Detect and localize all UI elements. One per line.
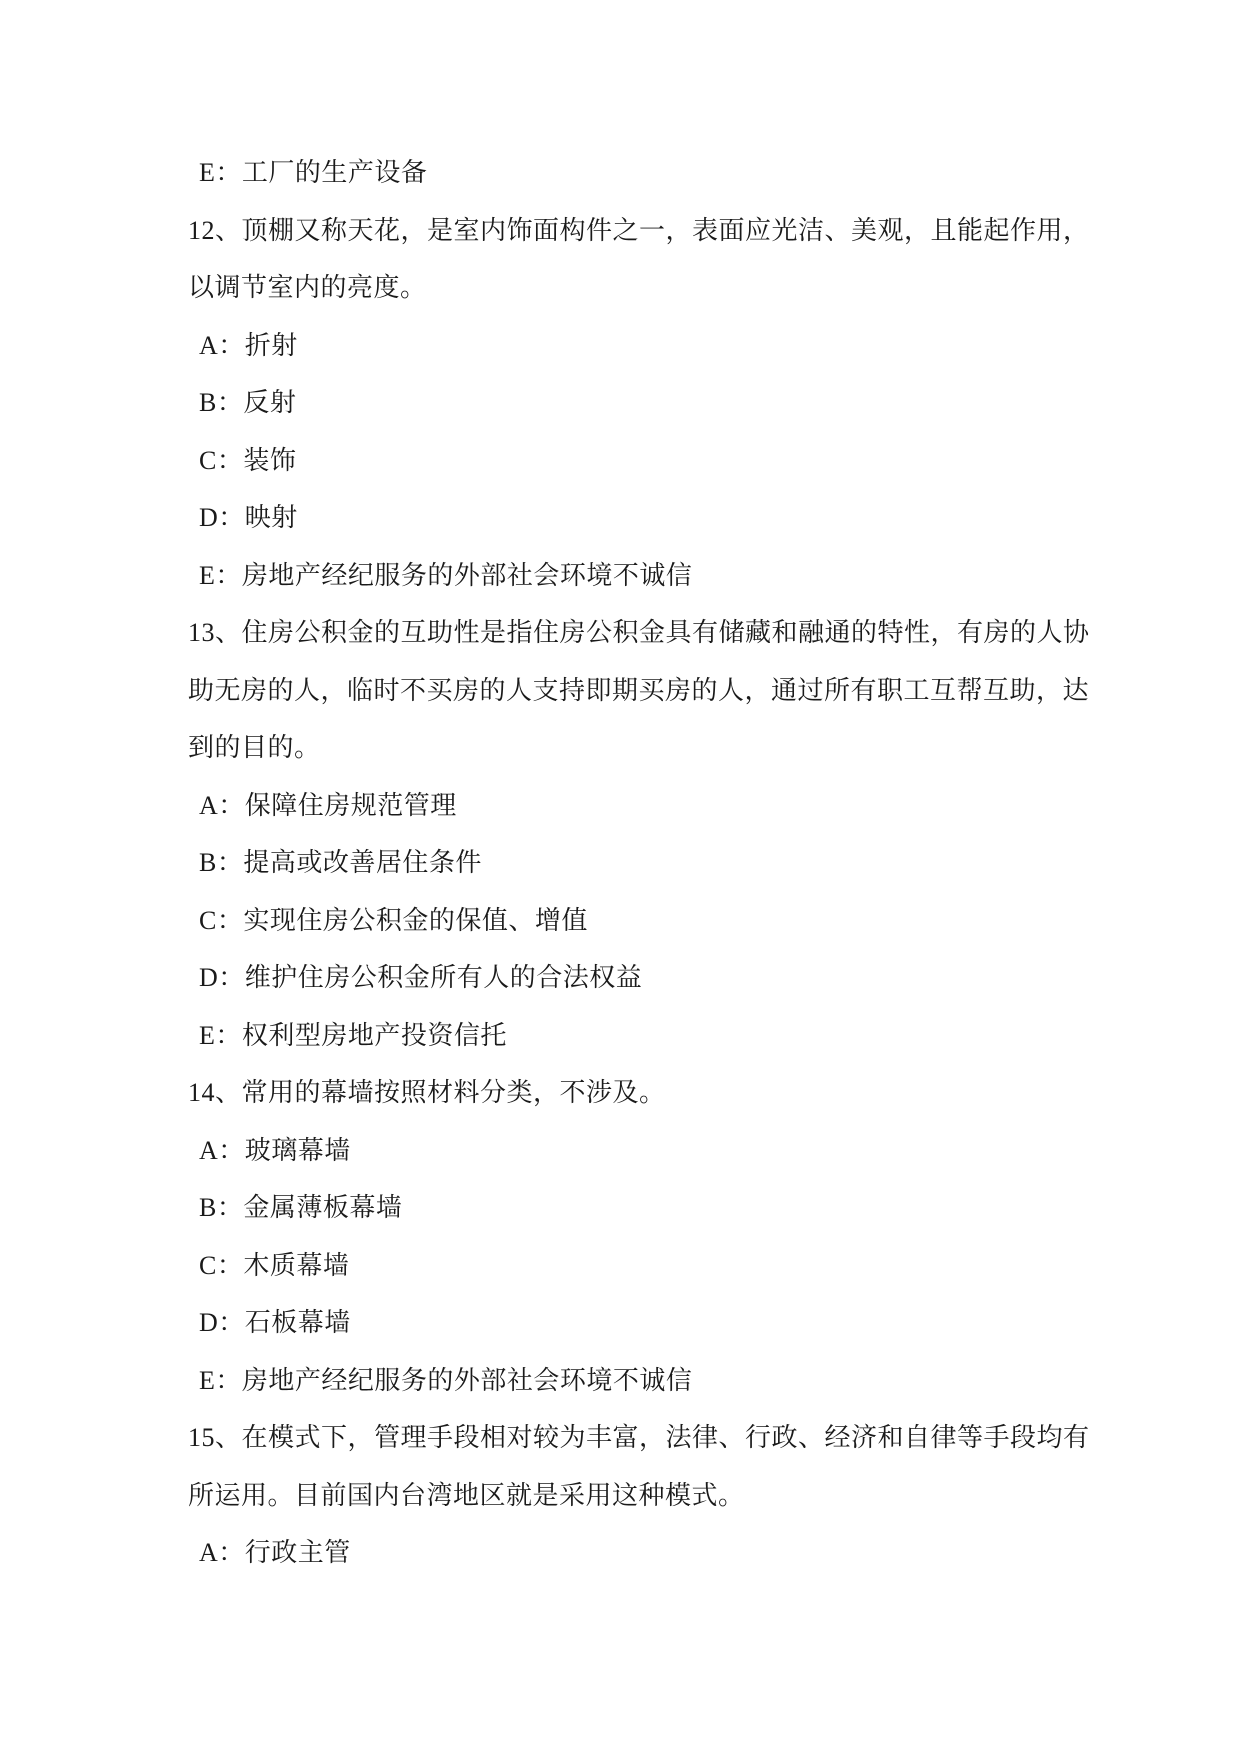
option-a-question-12: A：折射: [199, 330, 298, 360]
option-b-question-14: B：金属薄板幕墙: [199, 1193, 403, 1222]
option-e-question-13: E：权利型房地产投资信托: [199, 1020, 507, 1050]
option-a-question-15: A：行政主管: [199, 1538, 351, 1567]
option-a-question-13: A：保障住房规范管理: [199, 790, 457, 820]
option-e-question-12: E：房地产经纪服务的外部社会环境不诚信: [199, 560, 693, 590]
option-e-question-14: E：房地产经纪服务的外部社会环境不诚信: [199, 1365, 693, 1395]
question-15-line-2: 所运用。目前国内台湾地区就是采用这种模式。: [188, 1480, 745, 1510]
option-b-question-12: B：反射: [199, 388, 297, 417]
option-a-question-14: A：玻璃幕墙: [199, 1135, 351, 1165]
question-13-line-3: 到的目的。: [188, 733, 321, 762]
option-c-question-14: C：木质幕墙: [199, 1250, 350, 1280]
question-13-line-1: 13、住房公积金的互助性是指住房公积金具有储藏和融通的特性，有房的人协: [188, 618, 1090, 647]
option-c-question-13: C：实现住房公积金的保值、增值: [199, 905, 588, 935]
question-15-line-1: 15、在模式下，管理手段相对较为丰富，法律、行政、经济和自律等手段均有: [188, 1423, 1090, 1452]
option-d-question-12: D：映射: [199, 503, 298, 532]
question-12-line-1: 12、顶棚又称天花，是室内饰面构件之一，表面应光洁、美观，且能起作用，: [188, 215, 1090, 245]
option-d-question-14: D：石板幕墙: [199, 1308, 351, 1337]
option-c-question-12: C：装饰: [199, 445, 297, 475]
option-b-question-13: B：提高或改善居住条件: [199, 848, 482, 877]
question-14-line-1: 14、常用的幕墙按照材料分类，不涉及。: [188, 1078, 666, 1107]
option-d-question-13: D：维护住房公积金所有人的合法权益: [199, 963, 643, 992]
question-13-line-2: 助无房的人，临时不买房的人支持即期买房的人，通过所有职工互帮互助，达: [188, 675, 1090, 705]
question-12-line-2: 以调节室内的亮度。: [188, 273, 427, 302]
option-e-previous-question: E：工厂的生产设备: [199, 158, 428, 187]
question-list: [0, 144, 1240, 1582]
